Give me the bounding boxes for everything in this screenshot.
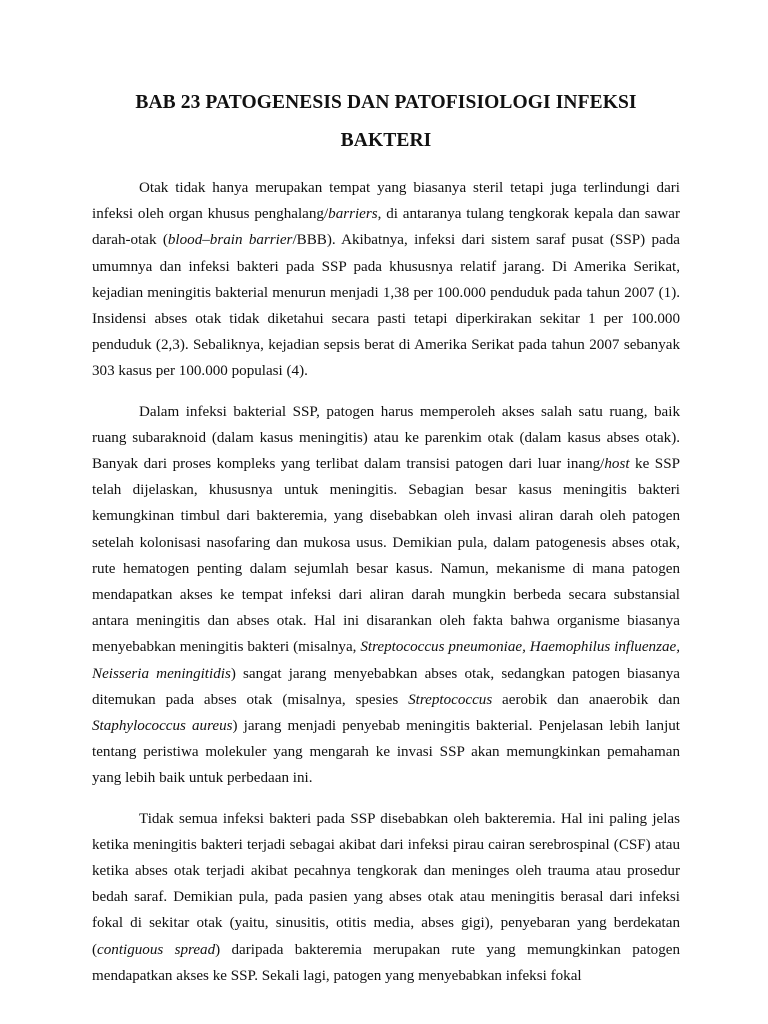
- paragraph-2-italic-staphylococcus: Staphylococcus aureus: [92, 718, 233, 735]
- paragraph-2: [92, 399, 680, 792]
- chapter-title: BAB 23 PATOGENESIS DAN PATOFISIOLOGI INFEKSI BAKTERI: [135, 92, 637, 151]
- paragraph-2-text: ke SSP telah dijelaskan, khususnya untuk meningitis. Sebagian besar kasus meningitis bakteri kemungkinan timbul dari bakteremia, yang disebabkan oleh invasi aliran darah oleh patogen setelah kolonisasi nasofaring dan mukosa usus. Demikian pula, dalam patogenesis abses otak, rute hematogen penting dalam sejumlah besar kasus. Namun, mekanisme di mana patogen mendapatkan akses ke tempat infeksi dari aliran darah mungkin berbeda secara substansial antara meningitis dan abses otak. Hal ini disarankan oleh fakta bahwa organisme biasanya menyebabkan meningitis bakteri (misalnya,: [92, 456, 680, 656]
- paragraph-3-italic-contiguous-spread: contiguous spread: [97, 941, 216, 958]
- paragraph-1: [92, 175, 680, 385]
- paragraph-2-text: ) jarang menjadi penyebab meningitis bakterial. Penjelasan lebih lanjut tentang peristiwa molekuler yang mengarah ke invasi SSP akan memungkinkan pemahaman yang lebih baik untuk perbedaan ini.: [92, 718, 681, 787]
- paragraph-3-text: Tidak semua infeksi bakteri pada SSP disebabkan oleh bakteremia. Hal ini paling jelas ketika meningitis bakteri terjadi sebagai akibat dari infeksi pirau cairan serebrospinal (CSF) atau ketika abses otak terjadi akibat pecahnya tengkorak dan meninges oleh trauma atau prosedur bedah saraf. Demikian pula, pada pasien yang abses otak atau meningitis berasal dari infeksi fokal di sekitar otak (yaitu, sinusitis, otitis media, abses gigi), penyebaran yang berdekatan (: [92, 810, 680, 958]
- paragraph-2-text: aerobik dan anaerobik dan: [492, 691, 680, 708]
- paragraph-3: [92, 806, 680, 989]
- paragraph-3-text: ) daripada bakteremia merupakan rute yang memungkinkan patogen mendapatkan akses ke SSP. Sekali lagi, patogen yang menyebabkan infeksi fokal: [92, 941, 681, 984]
- paragraph-2-text: ) sangat jarang menyebabkan abses otak, sedangkan patogen biasanya ditemukan pada abses otak (misalnya, spesies: [92, 665, 680, 708]
- paragraph-1-text: Otak tidak hanya merupakan tempat yang biasanya steril tetapi juga terlindungi dari infeksi oleh organ khusus penghalang/: [92, 180, 680, 223]
- paragraph-2-text: Dalam infeksi bakterial SSP, patogen harus memperoleh akses salah satu ruang, baik ruang subaraknoid (dalam kasus meningitis) atau ke parenkim otak (dalam kasus abses otak). Banyak dari proses kompleks yang terlibat dalam transisi patogen dari luar inang/: [92, 403, 680, 473]
- paragraph-1-text: , di antaranya tulang tengkorak kepala dan sawar darah-otak (: [92, 206, 680, 249]
- paragraph-1-italic-barriers: barriers: [328, 206, 378, 223]
- paragraph-2-italic-streptococcus: Streptococcus: [408, 691, 493, 708]
- paragraph-1-italic-bbb: blood–brain barrier: [167, 232, 293, 249]
- paragraph-1-text: /BBB). Akibatnya, infeksi dari sistem saraf pusat (SSP) pada umumnya dan infeksi bakteri pada SSP pada khususnya relatif jarang. Di Amerika Serikat, kejadian meningitis bakterial menurun menjadi 1,38 per 100.000 penduduk pada tahun 2007 (1). Insidensi abses otak tidak diketahui secara pasti tetapi diperkirakan sekitar 1 per 100.000 penduduk (2,3). Sebaliknya, kejadian sepsis berat di Amerika Serikat pada tahun 2007 sebanyak 303 kasus per 100.000 populasi (4).: [92, 232, 680, 380]
- paragraph-2-italic-host: host: [604, 456, 630, 473]
- paragraph-2-italic-species: Streptococcus pneumoniae, Haemophilus influenzae, Neisseria meningitidis: [92, 639, 680, 682]
